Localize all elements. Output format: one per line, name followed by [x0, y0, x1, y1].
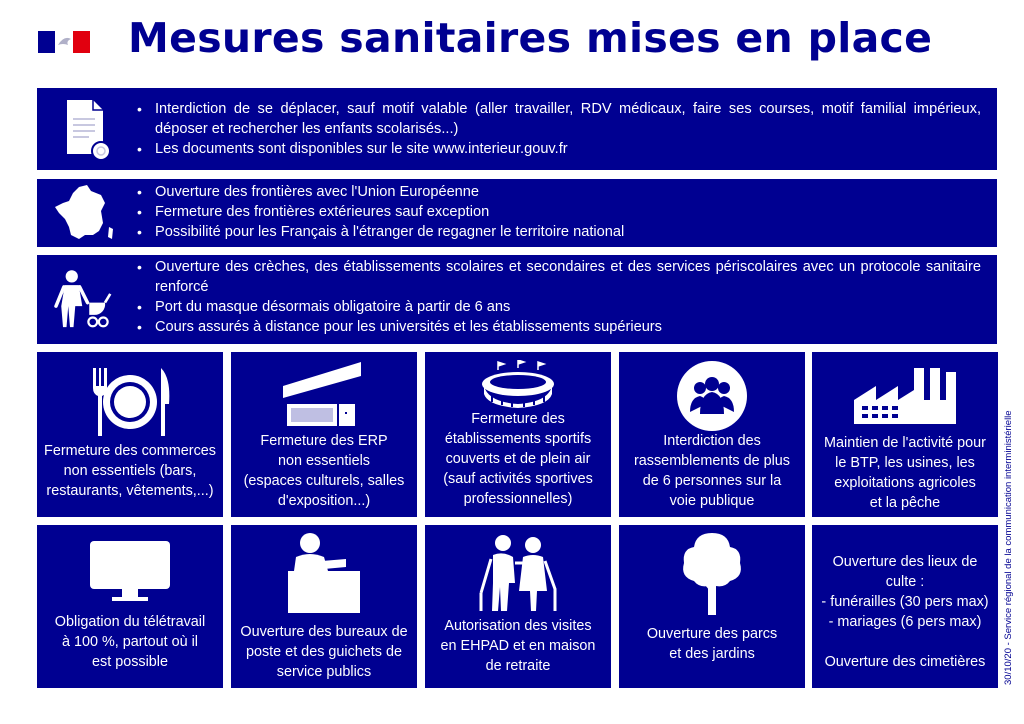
- tile-text: Interdiction des rassemblements de plus de 6 personnes sur la voie publique: [634, 433, 790, 509]
- tile-post: [231, 525, 417, 688]
- tile-parks: [619, 525, 805, 688]
- band-borders: [37, 179, 997, 247]
- tile-text: Ouverture des parcs et des jardins: [646, 626, 778, 662]
- tile-ehpad: [425, 525, 611, 688]
- band-item: • Ouverture des crèches, des établissements scolaires et secondaires et des services périscolaires avec un protocole sanitaire renforcé: [137, 257, 981, 297]
- tile-text: Ouverture des lieux de culte : - funérailles (30 pers max) - mariages (6 pers max) Ouverture des cimetières: [821, 554, 989, 670]
- stadium-icon: [478, 360, 558, 408]
- tile-commerces: [37, 352, 223, 517]
- elderly-couple-icon: [473, 533, 563, 613]
- factory-icon: [850, 366, 960, 426]
- marianne-logo: [38, 31, 90, 53]
- restaurant-icon: [85, 366, 175, 438]
- tile-text: Fermeture des établissements sportifs couverts et de plein air (sauf activités sportives professionnelles): [443, 411, 593, 507]
- tile-text: Obligation du télétravail à 100 %, partout où il est possible: [54, 614, 206, 670]
- side-note: 30/10/20 - Service régional de la communication interministérielle: [1003, 410, 1014, 685]
- tile-industry: [812, 352, 998, 517]
- tile-erp: [231, 352, 417, 517]
- page-title: Mesures sanitaires mises en place: [128, 14, 933, 62]
- band-travel: [37, 88, 997, 170]
- group-icon: [676, 360, 748, 432]
- band-item: • Les documents sont disponibles sur le site www.interieur.gouv.fr: [137, 139, 981, 159]
- france-map-icon: [49, 183, 119, 245]
- band-item: • Cours assurés à distance pour les universités et les établissements supérieurs: [137, 317, 981, 337]
- building-icon: [279, 362, 369, 430]
- band-item: • Possibilité pour les Français à l'étranger de regagner le territoire national: [137, 222, 981, 242]
- tile-telework: [37, 525, 223, 688]
- monitor-icon: [88, 539, 172, 603]
- tile-text: Autorisation des visites en EHPAD et en maison de retraite: [440, 618, 596, 674]
- document-icon: [49, 96, 119, 162]
- band-item: • Port du masque désormais obligatoire à partir de 6 ans: [137, 297, 981, 317]
- tile-text: Fermeture des ERP non essentiels (espaces culturels, salles d'exposition...): [243, 433, 405, 509]
- band-schools: [37, 255, 997, 344]
- band-item: • Ouverture des frontières avec l'Union Européenne: [137, 182, 981, 202]
- band-item: • Fermeture des frontières extérieures sauf exception: [137, 202, 981, 222]
- post-office-counter-icon: [284, 529, 364, 617]
- band-borders-list: [137, 182, 981, 242]
- tile-text: Fermeture des commerces non essentiels (bars, restaurants, vêtements,...): [44, 443, 216, 499]
- band-travel-list: [137, 99, 981, 159]
- tile-text: Ouverture des bureaux de poste et des guichets de service publics: [240, 624, 408, 680]
- tree-icon: [676, 531, 748, 617]
- tile-text: Maintien de l'activité pour le BTP, les usines, les exploitations agricoles et la pêche: [824, 435, 986, 511]
- band-schools-list: [137, 257, 981, 337]
- tile-gatherings: [619, 352, 805, 517]
- tile-sport: [425, 352, 611, 517]
- mother-stroller-icon: [49, 263, 119, 337]
- band-item: • Interdiction de se déplacer, sauf motif valable (aller travailler, RDV médicaux, faire ses courses, motif familial impérieux, déposer et rechercher les enfants scolarisés...): [137, 99, 981, 139]
- tile-worship: [812, 525, 998, 688]
